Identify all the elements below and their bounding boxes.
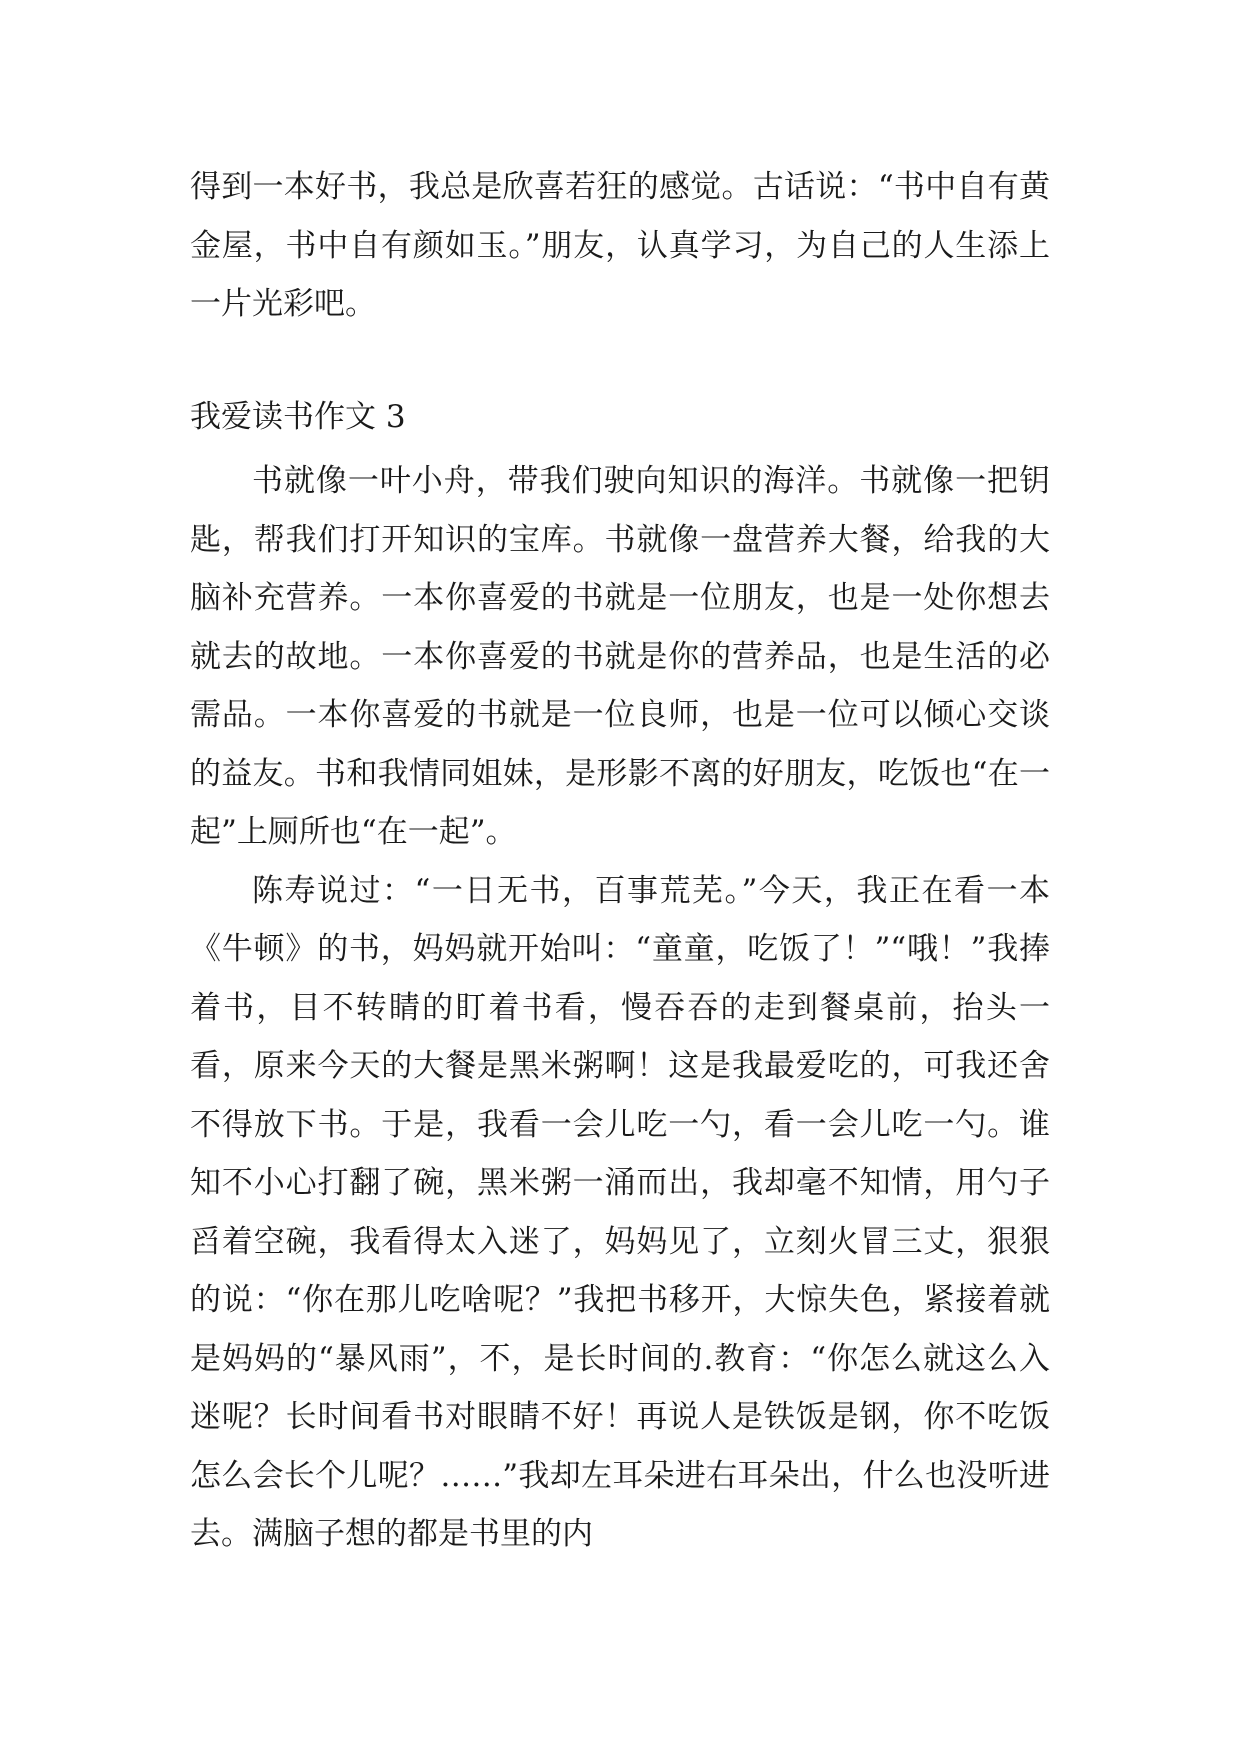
essay-body [190, 452, 1050, 1564]
body-paragraph: 书就像一叶小舟，带我们驶向知识的海洋。书就像一把钥匙，帮我们打开知识的宝库。书就像一盘营养大餐，给我的大脑补充营养。一本你喜爱的书就是一位朋友，也是一处你想去就去的故地。一本你喜爱的书就是你的营养品，也是生活的必需品。一本你喜爱的书就是一位良师，也是一位可以倾心交谈的益友。书和我情同姐妹，是形影不离的好朋友，吃饭也“在一起”上厕所也“在一起”。 [190, 463, 1050, 850]
body-paragraph: 陈寿说过：“一日无书，百事荒芜。”今天，我正在看一本《牛顿》的书，妈妈就开始叫：“童童，吃饭了！”“哦！”我捧着书，目不转睛的盯着书看，慢吞吞的走到餐桌前，抬头一看，原来今天的大餐是黑米粥啊！这是我最爱吃的，可我还舍不得放下书。于是，我看一会儿吃一勺，看一会儿吃一勺。谁知不小心打翻了碗，黑米粥一涌而出，我却毫不知情，用勺子舀着空碗，我看得太入迷了，妈妈见了，立刻火冒三丈，狠狠的说：“你在那儿吃啥呢？”我把书移开，大惊失色，紧接着就是妈妈的“暴风雨”，不，是长时间的.教育：“你怎么就这么入迷呢？长时间看书对眼睛不好！再说人是铁饭是钢，你不吃饭怎么会长个儿呢？……”我却左耳朵进右耳朵出，什么也没听进去。满脑子想的都是书里的内 [190, 872, 1050, 1552]
intro-paragraph: 得到一本好书，我总是欣喜若狂的感觉。古话说：“书中自有黄金屋，书中自有颜如玉。”朋友，认真学习，为自己的人生添上一片光彩吧。 [190, 169, 1050, 322]
section-title: 我爱读书作文 3 [190, 399, 406, 435]
intro-text-block [190, 158, 1050, 334]
